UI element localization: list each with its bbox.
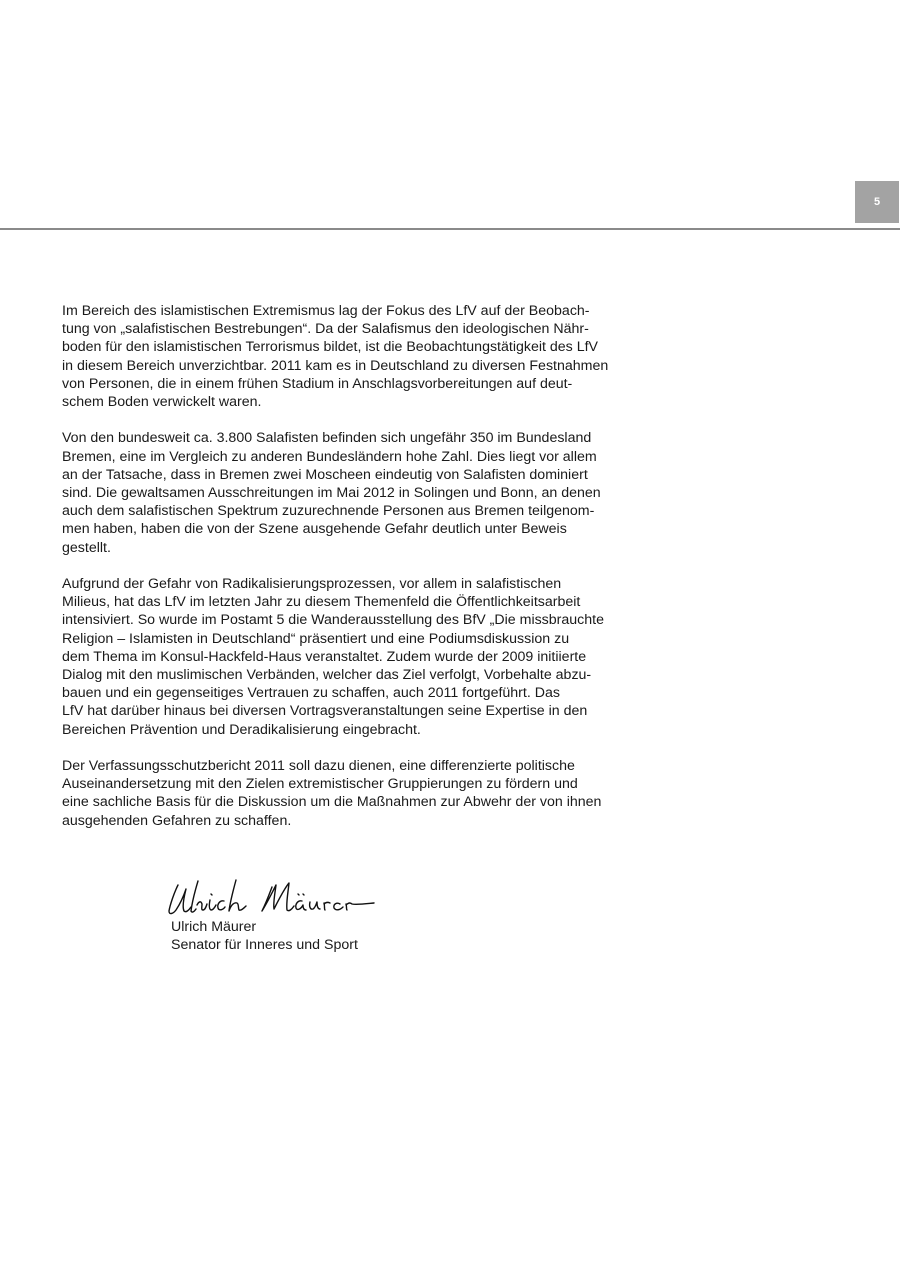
text-line: Dialog mit den muslimischen Verbänden, welcher das Ziel verfolgt, Vorbehalte abzu- (62, 667, 592, 684)
handwritten-signature (164, 877, 379, 919)
text-line: Bereichen Prävention und Deradikalisierung eingebracht. (62, 721, 421, 738)
body-text (62, 302, 622, 848)
text-line: Der Verfassungsschutzbericht 2011 soll dazu dienen, eine differenzierte politische (62, 758, 575, 775)
page-number: 5 (873, 196, 881, 208)
text-line: men haben, haben die von der Szene ausgehende Gefahr deutlich unter Beweis (62, 521, 567, 538)
text-line: dem Thema im Konsul-Hackfeld-Haus veranstaltet. Zudem wurde der 2009 initiierte (62, 648, 587, 665)
paragraph-4 (62, 757, 622, 830)
page-number-tab (855, 181, 899, 223)
text-line: an der Tatsache, dass in Bremen zwei Moscheen eindeutig von Salafisten dominiert (62, 466, 588, 483)
text-line: Bremen, eine im Vergleich zu anderen Bundesländern hohe Zahl. Dies liegt vor allem (62, 448, 597, 465)
text-line: in diesem Bereich unverzichtbar. 2011 kam es in Deutschland zu diversen Festnahmen (62, 357, 609, 374)
text-line: auch dem salafistischen Spektrum zuzurechnende Personen aus Bremen teilgenom- (62, 503, 595, 520)
text-line: ausgehenden Gefahren zu schaffen. (62, 812, 292, 829)
signatory-name: Ulrich Mäurer (171, 919, 257, 935)
text-line: eine sachliche Basis für die Diskussion um die Maßnahmen zur Abwehr der von ihnen (62, 794, 602, 811)
text-line: von Personen, die in einem frühen Stadium in Anschlagsvorbereitungen auf deut- (62, 375, 573, 392)
text-line: Auseinandersetzung mit den Zielen extremistischer Gruppierungen zu fördern und (62, 776, 578, 793)
text-line: Von den bundesweit ca. 3.800 Salafisten befinden sich ungefähr 350 im Bundesland (62, 430, 592, 447)
paragraph-3 (62, 575, 622, 739)
text-line: Im Bereich des islamistischen Extremismus lag der Fokus des LfV auf der Beobach- (62, 303, 590, 319)
text-line: schem Boden verwickelt waren. (62, 394, 262, 411)
text-line: bauen und ein gegenseitiges Vertrauen zu schaffen, auch 2011 fortgeführt. Das (62, 685, 560, 702)
signatory-title: Senator für Inneres und Sport (171, 937, 358, 953)
paragraph-2 (62, 429, 622, 556)
text-line: LfV hat darüber hinaus bei diversen Vortragsveranstaltungen seine Expertise in den (62, 703, 588, 720)
text-line: Aufgrund der Gefahr von Radikalisierungsprozessen, vor allem in salafistischen (62, 576, 562, 593)
text-line: Religion – Islamisten in Deutschland“ präsentiert und eine Podiumsdiskussion zu (62, 630, 570, 647)
text-line: boden für den islamistischen Terrorismus bildet, ist die Beobachtungstätigkeit des LfV (62, 339, 598, 356)
text-line: Milieus, hat das LfV im letzten Jahr zu diesem Themenfeld die Öffentlichkeitsarbeit (62, 594, 581, 611)
header-rule (0, 228, 900, 230)
text-line: gestellt. (62, 539, 111, 556)
paragraph-1 (62, 302, 622, 411)
text-line: intensiviert. So wurde im Postamt 5 die Wanderausstellung des BfV „Die missbrauchte (62, 612, 604, 629)
text-line: tung von „salafistischen Bestrebungen“. Da der Salafismus den ideologischen Nähr- (62, 321, 589, 338)
text-line: sind. Die gewaltsamen Ausschreitungen im Mai 2012 in Solingen und Bonn, an denen (62, 485, 601, 502)
